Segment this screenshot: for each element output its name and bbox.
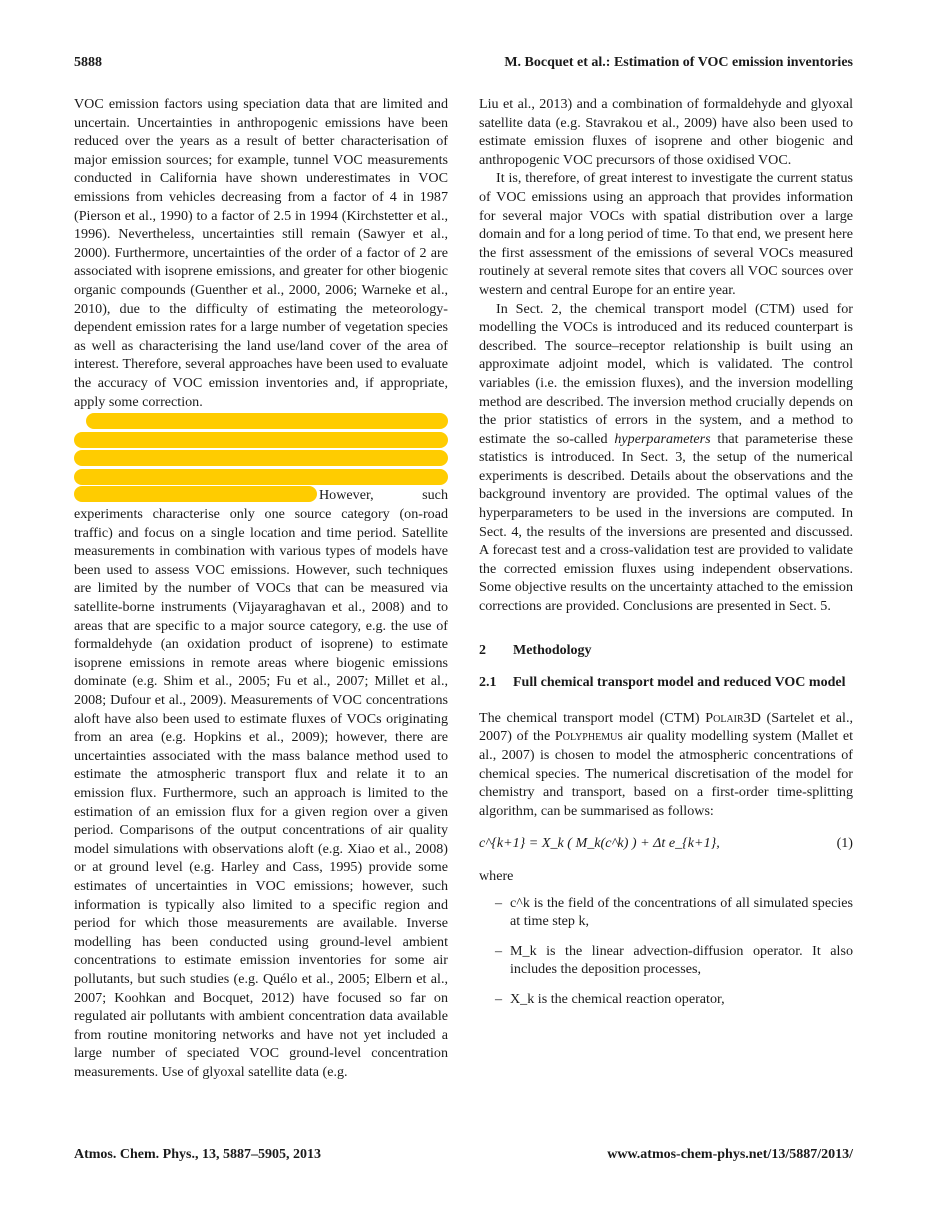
right-paragraph-4: The chemical transport model (CTM) Polair3D (Sartelet et al., 2007) of the Polyphemus air quality modelling system (Mallet et al., 2007) is chosen to model the atmospheric concentrations of chemical species. The numerical discretisation of the model for chemistry and transport, based on a first-order time-splitting algorithm, can be summarised as follows: xyxy=(479,709,853,819)
redaction-bar xyxy=(86,413,448,429)
footer-journal: Atmos. Chem. Phys., 13, 5887–5905, 2013 xyxy=(74,1147,321,1162)
left-paragraph-1: VOC emission factors using speciation data that are limited and uncertain. Uncertainties in anthropogenic emissions have been reduced over the years as a result of better characterisation of major emission sources; for example, tunnel VOC measurements conducted in California have shown underestimates in VOC emissions from vehicles decreasing from a factor of 4 in 1987 (Pierson et al., 1990) to a factor of 2.5 in 1994 (Kirchstetter et al., 1996). Nevertheless, uncertainties still remain (Sawyer et al., 2000). Furthermore, uncertainties of the order of a factor of 2 are associated with isoprene emissions, and greater for other biogenic organic compounds (Guenther et al., 2000, 2006; Warneke et al., 2010), due to the difficulty of estimating the meteorology-dependent emission rates for a large number of vegetation species as well as characterising the land use/land cover of the area of interest. Therefore, several approaches have been used to evaluate the accuracy of VOC emission inventories and, if appropriate, apply some correction. xyxy=(74,96,448,410)
section-heading: 2 Methodology xyxy=(479,642,592,658)
definition-list xyxy=(479,894,853,1009)
left-column xyxy=(74,95,448,1081)
redaction-bar xyxy=(74,486,317,502)
redaction-bar xyxy=(74,450,448,466)
right-paragraph-2: It is, therefore, of great interest to investigate the current status of VOC emissions using an approach that provides information for several major VOCs with spatial distribution over a large domain and for a long period of time. To that end, we present here the first assessment of the emissions of several VOCs measured routinely at several remote sites that covers all VOC sources over western and central Europe for an entire year. xyxy=(479,170,853,298)
page-number: 5888 xyxy=(74,55,102,70)
left-paragraph-2: However, such experiments characterise only one source category (on-road traffic) and focus on a single location and time period. Satellite measurements in combination with various types of models have been used to assess VOC emissions. However, such techniques are limited by the number of VOCs that can be measured via satellite-borne instruments (Vijayaraghavan et al., 2008) and to areas that are specific to a major source category, e.g. the use of formaldehyde (an oxidation product of isoprene) to estimate isoprene emissions in remote areas where biogenic emissions dominate (e.g. Shim et al., 2005; Fu et al., 2007; Millet et al., 2008; Dufour et al., 2009). Measurements of VOC concentrations aloft have also been used to estimate fluxes of VOCs originating from an area (e.g. Hopkins et al., 2009); however, there are uncertainties associated with the mass balance method used to estimate the atmospheric transport flux and relate it to an emission flux. Furthermore, such an approach is limited to the estimation of an emission flux for a given region over a given period. Comparisons of the output concentrations of air quality model simulations with observations aloft (e.g. Xiao et al., 2008) or at ground level (e.g. Harley and Cass, 1995) provide some estimates of uncertainties in VOC emissions; however, such information is typically also limited to a specific region and period for which those measurements are available. Inverse modelling has been conducted using ground-level ambient concentrations to estimate emission inventories for some air pollutants, but such studies (e.g. Quélo et al., 2005; Elbern et al., 2007; Koohkan and Bocquet, 2012) have focused so far on regulated air pollutants with ambient concentration data available from routine monitoring networks and have not yet included a large number of speciated VOC ground-level concentration measurements. Use of glyoxal satellite data (e.g. xyxy=(74,487,448,1080)
redaction-bar xyxy=(74,469,448,485)
list-item: – M_k is the linear advection-diffusion operator. It also includes the deposition processes, xyxy=(479,942,853,979)
list-item: – c^k is the field of the concentrations of all simulated species at time step k, xyxy=(479,894,853,931)
right-paragraph-3: In Sect. 2, the chemical transport model (CTM) used for modelling the VOCs is introduced and its reduced counterpart is described. The source–receptor relationship is built using an approximate adjoint model, which is validated. The control variables (i.e. the emission fluxes), and the inversion modelling method are described. The inversion method crucially depends on the prior statistics of errors in the system, and a method to estimate the so-called hyperparameters that parameterise these statistics is introduced. In Sect. 3, the setup of the numerical experiments is described. Details about the observations and the background inventory are provided. The optimal values of the hyperparameters to be used in the inversions are computed. In Sect. 4, the results of the inversions are presented and discussed. A forecast test and a cross-validation test are provided to validate the corrected emission fluxes using independent observations. Some objective results on the uncertainty attached to the emission corrections are provided. Conclusions are presented in Sect. 5. xyxy=(479,300,854,615)
redaction-bar xyxy=(74,432,448,448)
list-item: – X_k is the chemical reaction operator, xyxy=(479,990,853,1009)
right-column xyxy=(479,95,853,1020)
equation-1 xyxy=(479,834,853,853)
subsection-heading: 2.1 Full chemical transport model and reduced VOC model xyxy=(479,675,846,691)
where-label: where xyxy=(479,867,514,884)
equation-body: c^{k+1} = X_k ( M_k(c^k) ) + Δt e_{k+1}, xyxy=(479,835,720,852)
right-paragraph-1: Liu et al., 2013) and a combination of formaldehyde and glyoxal satellite data (e.g. Stavrakou et al., 2009) have also been used to estimate emission fluxes of isoprene and other biogenic and anthropogenic VOC precursors of those oxidised VOC. xyxy=(479,96,853,168)
equation-number: (1) xyxy=(836,835,853,852)
running-title: M. Bocquet et al.: Estimation of VOC emission inventories xyxy=(504,55,853,70)
footer-url: www.atmos-chem-phys.net/13/5887/2013/ xyxy=(607,1147,853,1162)
redacted-block xyxy=(74,413,448,485)
